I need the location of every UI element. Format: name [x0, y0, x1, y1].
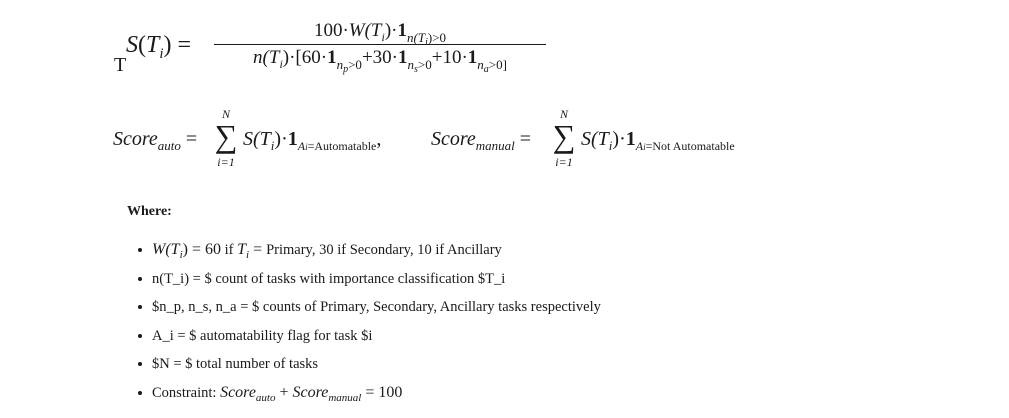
- formula2: [113, 108, 833, 178]
- list-item: $n_p, n_s, n_a = $ counts of Primary, Secondary, Ancillary tasks respectively: [138, 293, 601, 322]
- summation-manual: N ∑ i=1: [552, 107, 576, 169]
- list-item: A_i = $ automatability flag for task $i: [138, 322, 601, 351]
- score-auto-lhs: Score$_{auto}$ =: [113, 128, 198, 153]
- list-item: $W(T_i) = 60$ if $T_i$ = Primary, 30 if Secondary, 10 if Ancillary: [138, 236, 601, 265]
- formula1-lhs: $S(T_i)$ =: [126, 32, 192, 62]
- score-auto-term: $S(T_i)\cdot 1_{Ai=Automatable}$,: [243, 128, 382, 153]
- list-item: n(T_i) = $ count of tasks with importance classification $T_i: [138, 265, 601, 294]
- list-item: Constraint: Score$_{auto}$ + Score$_{manual}$ = 100: [138, 379, 601, 408]
- fraction-numerator: $100\cdot W(T_i)\cdot 1_{n(T_i)>0}$: [313, 20, 447, 48]
- definitions-list: [138, 236, 601, 407]
- fraction-denominator: $n(T_i)\cdot[60\cdot 1_{n_p>0}+30\cdot 1_{n_s>0}+10\cdot 1_{n_a>0]}$: [253, 47, 507, 75]
- stray-t-glyph: T: [114, 54, 127, 76]
- formula1-fraction: [214, 20, 546, 75]
- score-manual-term: $S(T_i)\cdot 1_{Ai=Not Automatable}$: [581, 128, 735, 153]
- where-heading: Where:: [127, 204, 172, 219]
- score-manual-lhs: Score$_{manual}$ =: [431, 128, 532, 153]
- list-item: $N = $ total number of tasks: [138, 350, 601, 379]
- summation-auto: N ∑ i=1: [214, 107, 238, 169]
